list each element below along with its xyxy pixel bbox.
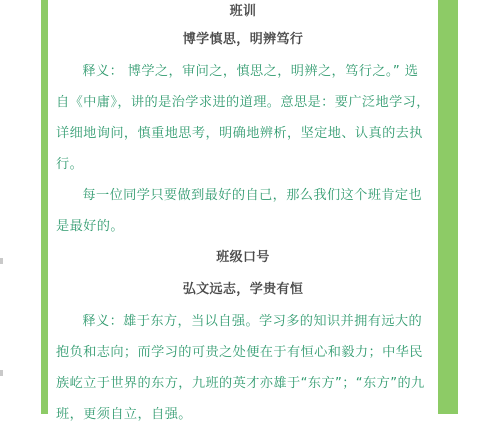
article-body	[56, 0, 430, 430]
class-slogan: 弘文远志，学贵有恒	[182, 282, 304, 297]
motto-explanation: 释义： 博学之，审问之，慎思之，明辨之，笃行之。” 选自《中庸》，讲的是治学求进的道理。意思是：要广泛地学习，详细地询问，慎重地思考，明确地辨析，坚定地、认真的去执行。	[56, 64, 430, 172]
motto-note: 每一位同学只要做到最好的自己，那么我们这个班肯定也是最好的。	[56, 188, 423, 234]
right-margin	[458, 0, 481, 414]
edge-mark	[0, 258, 3, 264]
class-motto: 博学慎思，明辨笃行	[182, 32, 304, 47]
edge-mark	[0, 370, 3, 376]
left-edge	[0, 0, 3, 414]
content-card	[48, 0, 438, 422]
slogan-explanation: 释义：雄于东方，当以自强。学习多的知识并拥有远大的抱负和志向；而学习的可贵之处便在于有恒心和毅力；中华民族屹立于世界的东方，九班的英才亦雄于“东方”；“东方”的九班，更须自立，自强。	[56, 314, 425, 422]
class-motto-title: 班训	[229, 4, 257, 19]
class-slogan-title: 班级口号	[216, 250, 270, 265]
